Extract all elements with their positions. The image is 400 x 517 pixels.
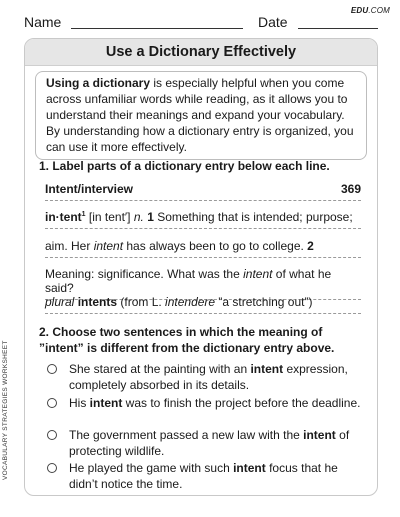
entry-line-headword[interactable] [45,210,361,229]
intro-box [35,71,367,160]
option-3-bold: intent [303,428,336,442]
definition-2-number: 2 [307,239,314,253]
radio-circle-icon[interactable] [47,463,57,473]
question-1: 1. Label parts of a dictionary entry below each line. [39,159,330,173]
option-4-bold: intent [233,461,266,475]
radio-circle-icon[interactable] [47,364,57,374]
radio-circle-icon[interactable] [47,430,57,440]
intro-text: is especially helpful when you come across unfamiliar words while reading, as it allows you to understand their meanings and expand your vocabulary. By understanding how a dictionary entry is organized, you can use it more effectively. [46,76,354,154]
line4-italic: intent [243,267,273,281]
side-label: VOCABULARY STRATEGIES WORKSHEET [2,340,9,480]
brand-logo: EDU.COM [350,6,390,15]
page-number: 369 [340,182,361,196]
option-4-pre: He played the game with such [69,461,234,475]
radio-circle-icon[interactable] [47,398,57,408]
date-line[interactable] [298,28,378,29]
answer-option-2[interactable] [47,395,365,411]
worksheet-title: Use a Dictionary Effectively [25,39,377,66]
line3-text-pre: aim. Her [45,239,94,253]
part-of-speech: n. [133,210,144,224]
option-1-pre: She stared at the painting with an [69,362,251,376]
worksheet-header [0,0,400,34]
option-1-bold: intent [250,362,284,376]
definition-1-number: 1 [143,210,154,224]
option-2-post: was to finish the project before the deadline. [122,396,361,410]
etymology-post: ”a stretching out”) [215,295,313,309]
plural-form: intents [74,295,118,309]
headword-superscript: 1 [81,211,86,218]
line4-text-pre: Meaning: significance. What was the [45,267,244,281]
etymology-word: intendere [165,295,216,309]
answer-option-1[interactable] [47,361,365,393]
entry-line-plural[interactable] [45,295,361,314]
entry-line-guide-words[interactable] [45,182,361,201]
line4-text-post: of what he said? [45,267,332,295]
plural-label: plural [45,295,75,309]
entry-line-definition[interactable] [45,239,361,258]
answer-option-4[interactable] [47,460,365,492]
definition-1-text: Something that is intended; purpose; [153,210,353,224]
pronunciation: [in tent′] [85,210,134,224]
worksheet-card [24,38,378,496]
option-3-post: of protecting wildlife. [69,428,350,458]
name-line[interactable] [71,28,243,29]
option-2-pre: His [69,396,90,410]
guide-words: Intent/interview [45,182,134,196]
question-2: 2. Choose two sentences in which the meaning of ”intent” is different from the dictionary entry above. [39,325,335,355]
date-label: Date [258,14,288,30]
name-label: Name [24,14,62,30]
line3-text-post: has always been to go to college. [123,239,308,253]
option-1-post: expression, completely absorbed in its details. [69,362,348,392]
answer-option-3[interactable] [47,427,365,459]
line3-italic: intent [93,239,124,253]
option-4-post: focus that he didn’t notice the time. [69,461,338,491]
etymology-pre: (from L. [117,295,166,309]
option-3-pre: The government passed a new law with the [69,428,304,442]
headword: in·tent [45,210,82,224]
intro-bold-lead: Using a dictionary [46,76,151,90]
option-2-bold: intent [89,396,123,410]
